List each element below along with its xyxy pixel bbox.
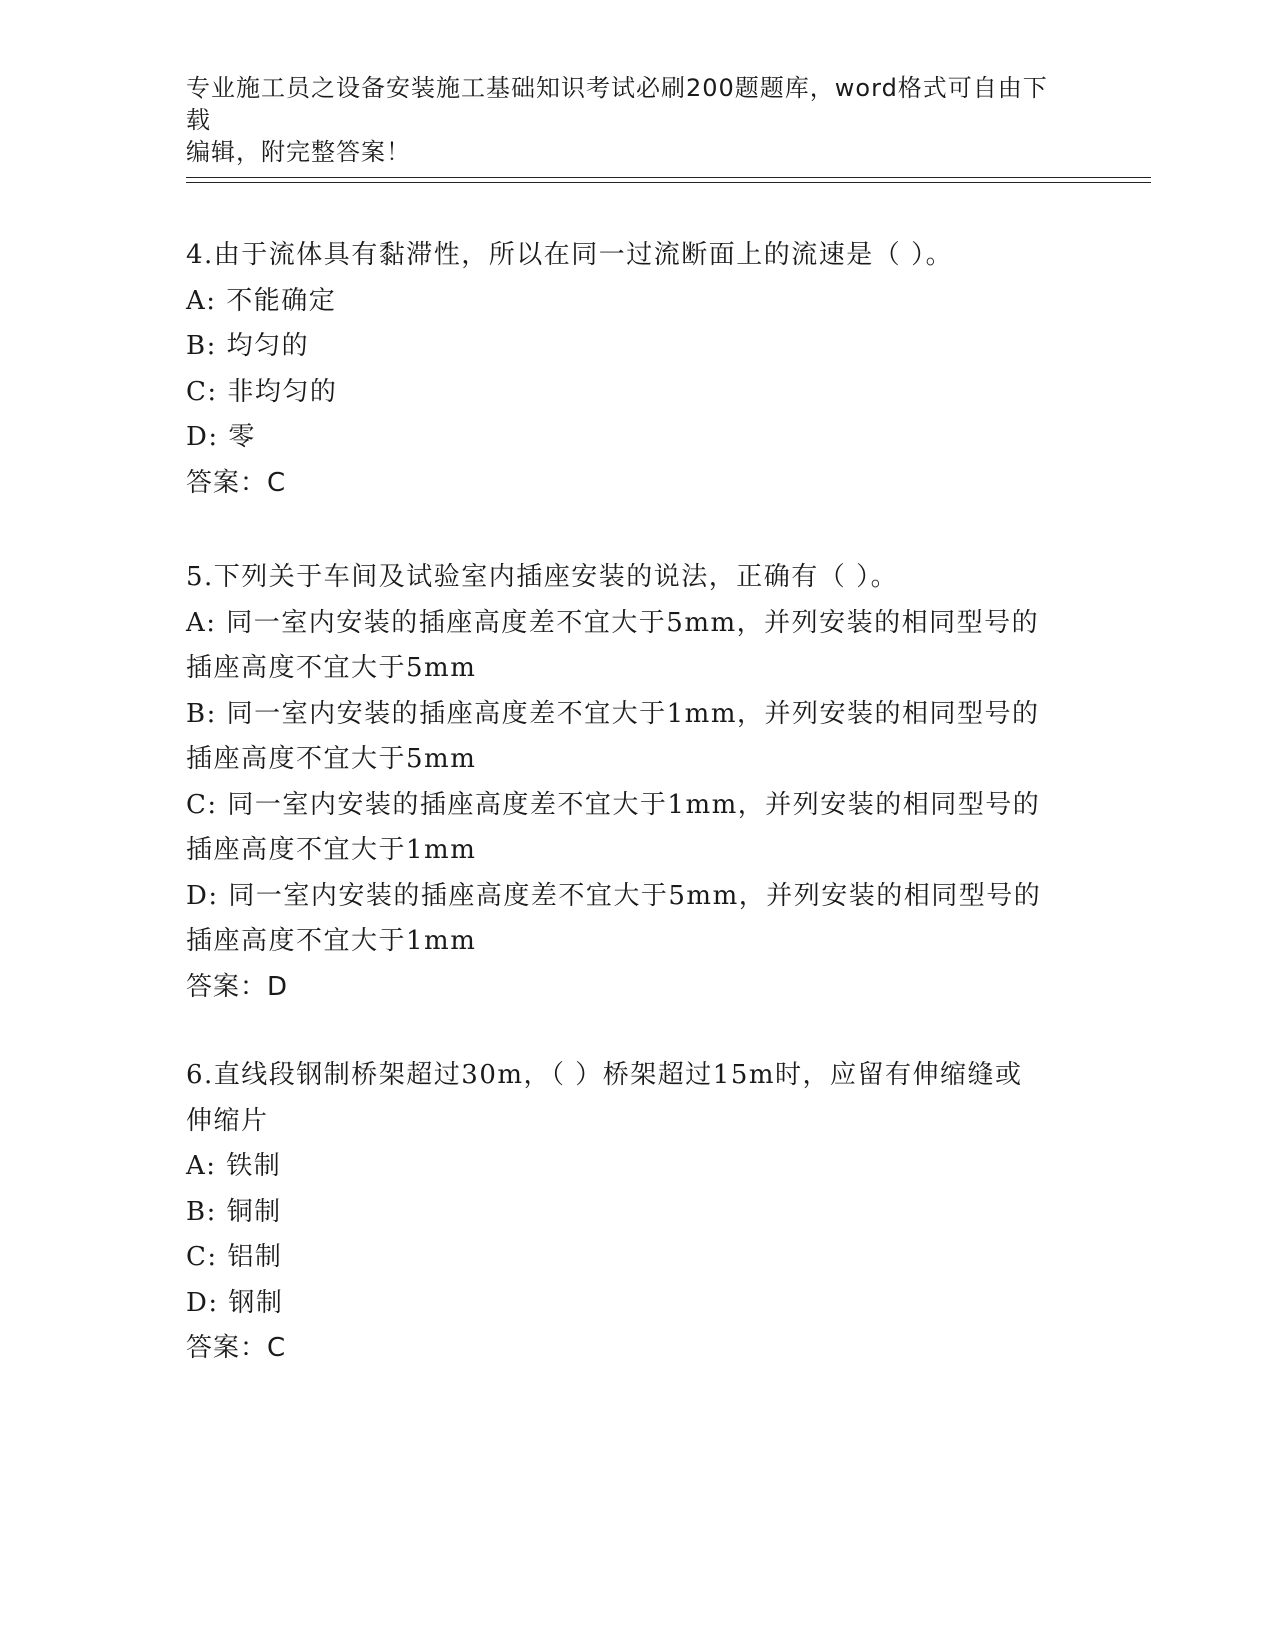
question-stem: 4.由于流体具有黏滞性，所以在同一过流断面上的流速是（ ）。 — [186, 240, 954, 270]
option-d-continued: 插座高度不宜大于1mm — [186, 926, 477, 956]
header-divider-top — [186, 177, 1151, 178]
option-b-continued: 插座高度不宜大于5mm — [186, 744, 477, 774]
option-b: B: 均匀的 — [186, 331, 310, 361]
option-c: C: 非均匀的 — [186, 376, 338, 407]
option-c: C: 同一室内安装的插座高度差不宜大于1mm，并列安装的相同型号的 — [186, 789, 1041, 820]
option-a: A: 不能确定 — [186, 285, 337, 316]
question-stem: 6.直线段钢制桥架超过30m，（ ）桥架超过15m时，应留有伸缩缝或 — [186, 1060, 1023, 1090]
answer-text: 答案：D — [186, 971, 289, 1002]
question-block — [186, 555, 1066, 1010]
option-a: A: 同一室内安装的插座高度差不宜大于5mm，并列安装的相同型号的 — [186, 607, 1040, 638]
header-line-2: 编辑，附完整答案！ — [186, 138, 411, 166]
header-divider-bottom — [186, 182, 1151, 183]
question-block — [186, 1053, 1066, 1372]
option-d: D: 零 — [186, 422, 256, 452]
option-a-continued: 插座高度不宜大于5mm — [186, 653, 477, 683]
answer-text: 答案：C — [186, 1333, 287, 1363]
option-d: D: 钢制 — [186, 1287, 284, 1318]
document-header — [186, 72, 1066, 168]
header-line-1: 专业施工员之设备安装施工基础知识考试必刷200题题库，word格式可自由下载 — [186, 74, 1048, 134]
question-block — [186, 233, 1066, 506]
option-c: C: 铝制 — [186, 1242, 283, 1272]
question-stem-continued: 伸缩片 — [186, 1105, 269, 1136]
question-stem: 5.下列关于车间及试验室内插座安装的说法，正确有（ ）。 — [186, 562, 899, 592]
option-c-continued: 插座高度不宜大于1mm — [186, 835, 477, 865]
option-b: B: 同一室内安装的插座高度差不宜大于1mm，并列安装的相同型号的 — [186, 698, 1040, 729]
option-d: D: 同一室内安装的插座高度差不宜大于5mm，并列安装的相同型号的 — [186, 880, 1042, 911]
option-a: A: 铁制 — [186, 1151, 282, 1181]
answer-text: 答案：C — [186, 467, 287, 498]
option-b: B: 铜制 — [186, 1196, 282, 1227]
